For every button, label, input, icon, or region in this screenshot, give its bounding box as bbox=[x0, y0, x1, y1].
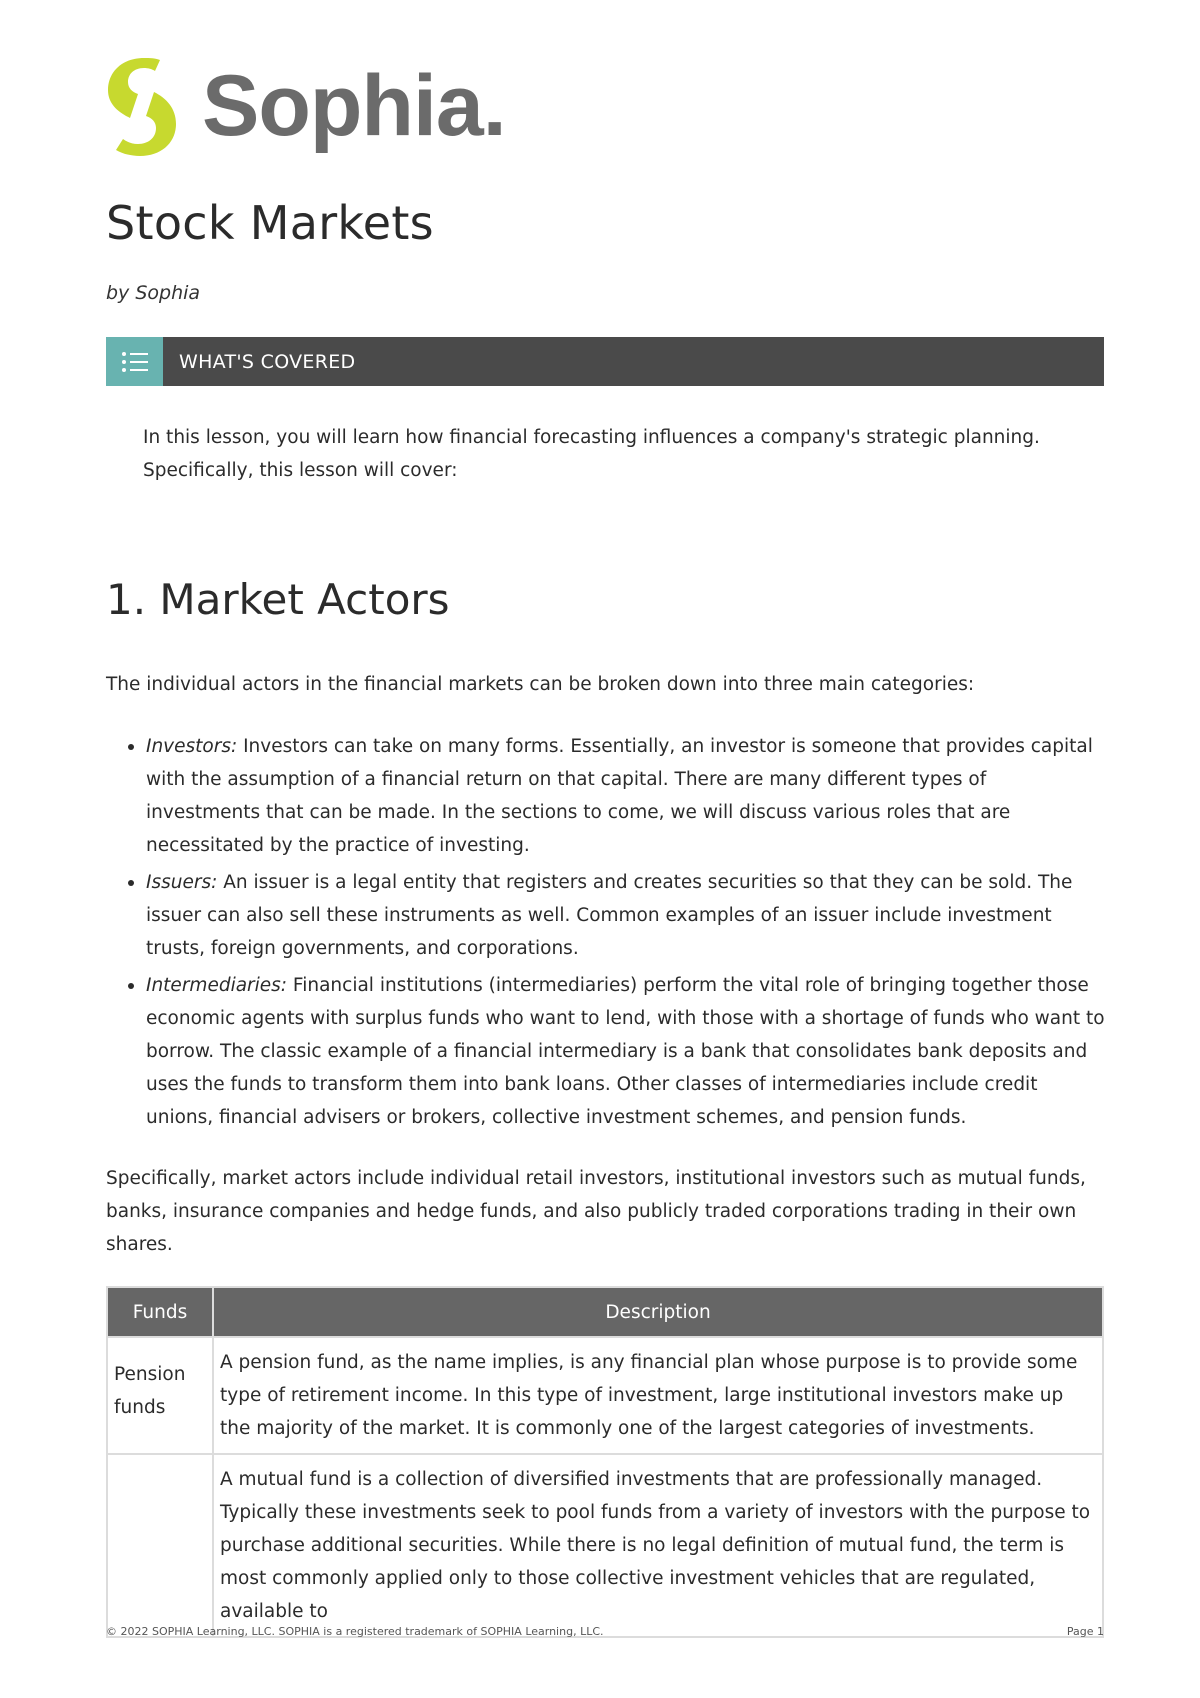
whats-covered-text: In this lesson, you will learn how financial forecasting influences a company's strategic planning. Specifically, this lesson will cover: bbox=[143, 427, 1040, 481]
footer-copyright: © 2022 SOPHIA Learning, LLC. SOPHIA is a registered trademark of SOPHIA Learning, LLC. bbox=[106, 1625, 604, 1638]
fund-name-cell: Pension funds bbox=[107, 1337, 213, 1454]
footer-page-number: Page 1 bbox=[1066, 1625, 1104, 1638]
section-intro: The individual actors in the financial markets can be broken down into three main categories: bbox=[106, 674, 975, 695]
byline: by Sophia bbox=[106, 282, 201, 304]
table-row bbox=[107, 1337, 1103, 1454]
column-header-funds: Funds bbox=[107, 1287, 213, 1337]
funds-table bbox=[106, 1286, 1104, 1638]
fund-name-cell bbox=[107, 1454, 213, 1637]
table-row bbox=[107, 1454, 1103, 1637]
actor-description: An issuer is a legal entity that registers and creates securities so that they can be sold. The issuer can also sell these instruments as well. Common examples of an issuer include investment trusts, foreign governments, and corporations. bbox=[146, 872, 1073, 959]
actor-description: Investors can take on many forms. Essentially, an investor is someone that provides capital with the assumption of a financial return on that capital. There are many different types of investments that can be made. In the sections to come, we will discuss various roles that are necessitated by the practice of investing. bbox=[146, 736, 1093, 856]
actor-term: Issuers: bbox=[146, 872, 218, 893]
actor-term: Intermediaries: bbox=[146, 975, 288, 996]
actor-term: Investors: bbox=[146, 736, 238, 757]
fund-description-cell: A pension fund, as the name implies, is any financial plan whose purpose is to provide some type of retirement income. In this type of investment, large institutional investors make up the majority of the market. It is commonly one of the largest categories of investments. bbox=[213, 1337, 1103, 1454]
sophia-wordmark: Sophia. bbox=[202, 58, 506, 154]
whats-covered-label: WHAT'S COVERED bbox=[179, 350, 356, 373]
actor-description: Financial institutions (intermediaries) perform the vital role of bringing together those economic agents with surplus funds who want to lend, with those with a shortage of funds who want to borrow. The classic example of a financial intermediary is a bank that consolidates bank deposits and uses the funds to transform them into bank loans. Other classes of intermediaries include credit unions, financial advisers or brokers, collective investment schemes, and pension funds. bbox=[146, 975, 1105, 1128]
table-header-row bbox=[107, 1287, 1103, 1337]
section-heading: 1. Market Actors bbox=[106, 575, 450, 624]
summary-paragraph: Specifically, market actors include individual retail investors, institutional investors such as mutual funds, banks, insurance companies and hedge funds, and also publicly traded corporations trading in their own shares. bbox=[106, 1168, 1086, 1255]
fund-description-cell: A mutual fund is a collection of diversified investments that are professionally managed. Typically these investments seek to pool funds from a variety of investors with the purpose to purchase additional securities. While there is no legal definition of mutual fund, the term is most commonly applied only to those collective investment vehicles that are regulated, available to bbox=[213, 1454, 1103, 1637]
column-header-description: Description bbox=[213, 1287, 1103, 1337]
page-title: Stock Markets bbox=[106, 196, 434, 250]
